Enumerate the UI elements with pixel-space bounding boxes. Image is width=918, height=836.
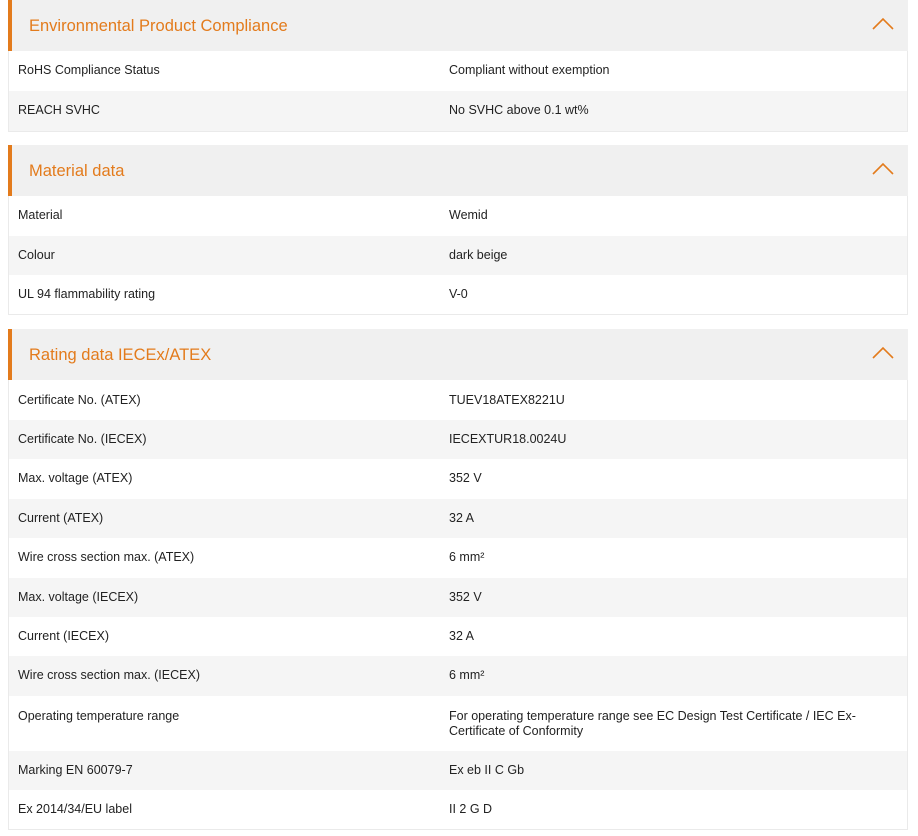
attribute-value: 6 mm²	[449, 668, 485, 682]
chevron-up-icon[interactable]	[872, 345, 894, 359]
attribute-label: Max. voltage (IECEX)	[18, 590, 139, 604]
section-title: Material data	[29, 162, 125, 180]
attribute-value: TUEV18ATEX8221U	[449, 393, 565, 407]
table-row	[9, 499, 907, 538]
attribute-table	[8, 51, 908, 132]
table-row	[9, 790, 907, 829]
table-row	[9, 578, 907, 617]
table-row	[9, 196, 907, 236]
attribute-value: V-0	[449, 287, 468, 301]
attribute-value: 32 A	[449, 629, 475, 643]
attribute-label: Material	[18, 208, 63, 222]
section-environmental-compliance	[8, 0, 908, 132]
attribute-label: Operating temperature range	[18, 709, 180, 723]
chevron-up-icon[interactable]	[872, 16, 894, 30]
attribute-label: Colour	[18, 248, 55, 262]
table-row	[9, 617, 907, 656]
section-title: Rating data IECEx/ATEX	[29, 346, 212, 364]
attribute-label: Current (ATEX)	[18, 511, 104, 525]
table-row	[9, 696, 907, 751]
attribute-label: REACH SVHC	[18, 103, 100, 117]
table-row	[9, 275, 907, 314]
table-row	[9, 538, 907, 578]
attribute-label: Ex 2014/34/EU label	[18, 802, 132, 816]
attribute-table	[8, 380, 908, 830]
attribute-value: 352 V	[449, 590, 482, 604]
attribute-label: Certificate No. (ATEX)	[18, 393, 141, 407]
attribute-value: Ex eb II C Gb	[449, 763, 525, 777]
section-title: Environmental Product Compliance	[29, 17, 288, 35]
attribute-value: IECEXTUR18.0024U	[449, 432, 567, 446]
attribute-value: II 2 G D	[449, 802, 493, 816]
section-header-rating-data[interactable]	[8, 329, 908, 380]
attribute-label: UL 94 flammability rating	[18, 287, 156, 301]
table-row	[9, 91, 907, 131]
table-row	[9, 459, 907, 499]
table-row	[9, 751, 907, 790]
attribute-label: Current (IECEX)	[18, 629, 109, 643]
attribute-value: Wemid	[449, 208, 488, 222]
attribute-label: Max. voltage (ATEX)	[18, 471, 133, 485]
attribute-label: Wire cross section max. (ATEX)	[18, 550, 195, 564]
chevron-up-icon[interactable]	[872, 161, 894, 175]
attribute-value: For operating temperature range see EC Design Test Certificate / IEC Ex-Certificate of Conformity	[449, 709, 856, 738]
attribute-label: Wire cross section max. (IECEX)	[18, 668, 200, 682]
table-row	[9, 656, 907, 696]
table-row	[9, 236, 907, 275]
attribute-table	[8, 196, 908, 315]
attribute-value: dark beige	[449, 248, 508, 262]
section-header-material-data[interactable]	[8, 145, 908, 196]
attribute-label: Marking EN 60079-7	[18, 763, 133, 777]
table-row	[9, 420, 907, 459]
attribute-value: 6 mm²	[449, 550, 485, 564]
section-header-environmental-compliance[interactable]	[8, 0, 908, 51]
attribute-label: Certificate No. (IECEX)	[18, 432, 147, 446]
section-rating-data	[8, 329, 908, 830]
attribute-value: 352 V	[449, 471, 482, 485]
attribute-value: Compliant without exemption	[449, 63, 610, 77]
table-row	[9, 51, 907, 91]
table-row	[9, 380, 907, 420]
section-material-data	[8, 145, 908, 315]
attribute-value: No SVHC above 0.1 wt%	[449, 103, 589, 117]
attribute-value: 32 A	[449, 511, 475, 525]
attribute-label: RoHS Compliance Status	[18, 63, 160, 77]
